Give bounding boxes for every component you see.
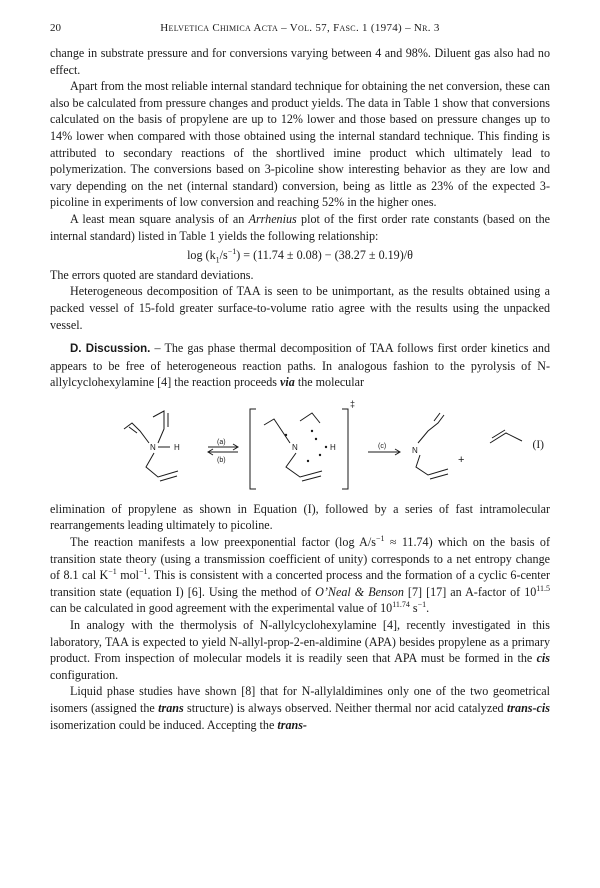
paragraph-2: Apart from the most reliable internal standard technique for obtaining the net conversion, these can also be calculated from pressure changes and product yields. The data in Table 1 show that conversions calculated on the basis of propylene are up to 12% lower and those based on pressure changes up to 14% lower when compared with those obtained using the internal standard technique. This finding is attributed to secondary reactions of the shortlived imine product which ultimately lead to polymerization. The conversions based on 3-picoline show interesting behavior as they are low and vary depending on the net (internal standard) conversion, being as little as 23% of the expected 3-picoline in experiments of low conversion and reaching 52% in the higher ones. [50,79,550,210]
journal-title: Helvetica Chimica Acta – Vol. 57, Fasc. 1 (1974) – Nr. 3 [160,22,440,34]
arrow-b-label: (b) [217,456,226,464]
ts-dot-4 [319,454,321,456]
equation-number: (I) [532,438,544,451]
eq-rhs: ) = (11.74 ± 0.08) − (38.27 ± 0.19)/θ [236,248,413,263]
product-allyl-arm [416,455,448,475]
trans-cis-word: trans-cis [506,701,550,715]
running-header [50,20,550,38]
p8-text-d: . This is consistent with a concerted process and the formation of a cyclic 6-center transition state (equation I) [6]. Using the method of [50,568,551,599]
ts-arm-left [264,419,290,443]
paragraph-3 [50,211,550,244]
propylene-double-bond [492,430,505,438]
p9-text-b: configuration. [50,667,119,682]
p8-text-b: ≈ 11.74) which on the basis of transition state theory (using a transmission coefficient of unity) corresponds to a net entropy change of 8.1 cal K [50,535,551,583]
p8-sup-2: −1 [108,567,117,577]
ts-bracket-right [342,409,348,489]
eq-lhs-sup: −1 [227,247,237,257]
p9-text-a: In analogy with the thermolysis of N-allylcyclohexylamine [4], recently investigated in this laboratory, TAA is expected to yield N-allyl-prop-2-en-aldimine (APA) besides propylene as a primary product. From inspection of molecular models it is readily seen that APA must be formed in the [50,618,550,666]
ts-dot-2 [311,430,313,432]
reactant-n-label: N [150,442,156,452]
p8-text-e: [7] [17] an A-factor of 10 [403,584,537,599]
via-word: via [280,375,295,390]
page-number: 20 [50,22,61,34]
p8-text-h: . [426,601,430,616]
reaction-scheme [50,395,550,495]
ts-arm-bottom [286,453,322,477]
product-double-bond-top [434,413,440,421]
cis-word: cis [536,651,550,666]
ts-dot-3 [315,438,317,440]
ts-double-dagger: ‡ [350,398,356,409]
reactant-allyl-arm-top [153,411,164,443]
p8-sup-3: −1 [139,567,148,577]
paragraph-4: The errors quoted are standard deviations. [50,267,254,282]
reaction-scheme-drawing [50,395,550,495]
oneal-benson-names: O’Neal & Benson [315,584,404,599]
ts-dot-6 [325,446,327,448]
section-heading: D. Discussion. [70,343,151,356]
p8-sup-1: −1 [376,534,385,544]
ts-arm-top [300,413,320,423]
p3-text-b: plot of the first order rate constants (based on the internal standard) listed in Table 1 yields the following relationship: [50,211,550,243]
arrow-c-label: (c) [378,442,387,450]
arrhenius-name: Arrhenius [248,211,297,226]
ts-n-label: N [292,442,298,452]
p8-text-f: can be calculated in good agreement with the experimental value of 10 [50,601,393,616]
arrow-a-label: (a) [217,438,226,446]
reactant-double-bond-bottom [160,476,177,481]
p6-text-b: the molecular [294,375,364,390]
p8-text-c: mol [116,568,140,583]
p8-text-a: The reaction manifests a low preexponential factor (log A/s [70,535,376,550]
propylene-chain [490,433,522,443]
product-imine-chain [418,415,444,443]
reactant-allyl-arm-bottom [146,453,178,477]
p3-text-a: A least mean square analysis of an [70,211,249,226]
ts-h-label: H [330,442,336,452]
p8-text-g: s [409,601,418,616]
p6-text-a: – The gas phase thermal decomposition of TAA follows first order kinetics and appears to be free of heterogeneous reaction paths. In analogous fashion to the pyrolysis of N-allylcyclohexylamine [4] the reaction proceeds [50,341,550,390]
p10-text-b: structure) is always observed. Neither thermal nor acid catalyzed [183,701,507,715]
ts-double-bond-bottom [302,476,321,481]
eq-lhs-a: log (k [187,248,216,263]
eq-lhs-sub: 1 [215,255,220,265]
paragraph-8 [50,534,550,617]
p8-sup-5: 11.74 [392,600,410,610]
ts-dot-5 [307,460,309,462]
article-body [50,45,550,733]
paragraph-6 [50,340,550,391]
paragraph-10 [50,683,550,733]
trans-word-2: trans- [277,717,307,732]
eq-lhs-b: /s [219,248,228,263]
p10-text-a: Liquid phase studies have shown [8] that for N-allylaldimines only one of the two geometrical isomers (assigned the [50,684,550,715]
plus-sign: + [458,453,465,466]
ts-dot-1 [285,434,287,436]
reactant-double-bond-left [129,427,137,433]
product-double-bond-bottom [430,474,448,479]
product-n-label: N [412,445,418,455]
arrhenius-equation [50,247,550,264]
p10-text-c: isomerization could be induced. Accepting the [50,717,278,732]
ts-bracket-left [250,409,256,489]
paragraph-7: elimination of propylene as shown in Equation (I), followed by a series of fast intramolecular rearrangements leading ultimately to picoline. [50,501,550,533]
paragraph-1: change in substrate pressure and for conversions varying between 4 and 98%. Diluent gas also had no effect. [50,46,550,77]
p8-sup-6: −1 [417,600,427,610]
paragraph-9 [50,617,550,683]
trans-word: trans [158,701,184,715]
paragraph-5: Heterogeneous decomposition of TAA is seen to be unimportant, as the results obtained using a packed vessel of 15-fold greater surface-to-volume ratio agree with the results using the unpacked vessel. [50,284,550,332]
p8-sup-4: 11.5 [536,583,550,593]
reactant-h-label: H [174,442,180,452]
